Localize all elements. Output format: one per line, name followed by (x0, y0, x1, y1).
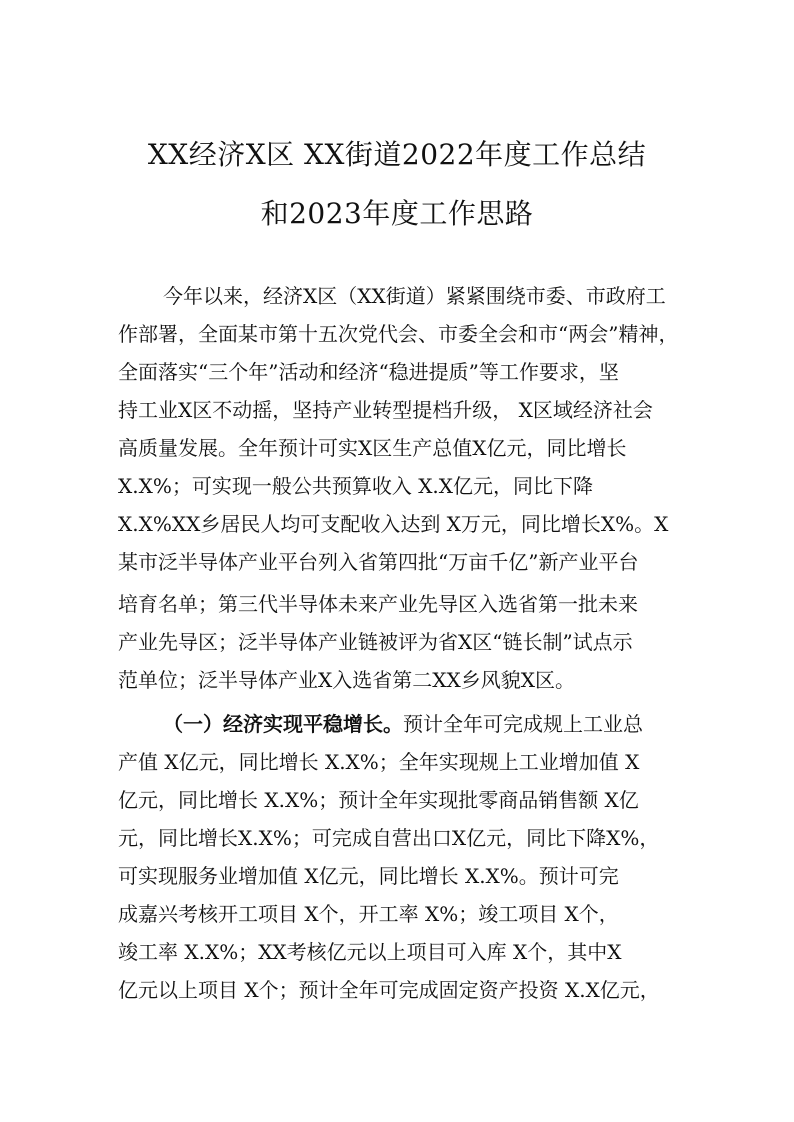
text-line: 亿元，同比增长 X.X%；预计全年实现批零商品销售额 X亿 (118, 788, 639, 812)
text-line: 竣工率 X.X%；XX考核亿元以上项目可入库 X个，其中X (118, 940, 622, 964)
text-line: 持工业X区不动摇，坚持产业转型提档升级， X区域经济社会 (118, 398, 653, 422)
text-line: 产业先导区；泛半导体产业链被评为省X区“链长制”试点示 (118, 630, 633, 654)
text-line: 作部署，全面某市第十五次党代会、市委全会和市“两会”精神， (118, 322, 679, 346)
text-line: 培育名单；第三代半导体未来产业先导区入选省第一批未来 (118, 592, 638, 616)
document-title-line-2: 和2023年度工作思路 (260, 197, 534, 230)
text-line: 成嘉兴考核开工项目 X个，开工率 X%；竣工项目 X个， (118, 902, 619, 926)
text-line: X.X%XX乡居民人均可支配收入达到 X万元，同比增长X%。X (118, 512, 669, 536)
text-line: 范单位；泛半导体产业X入选省第二XX乡风貌X区。 (118, 668, 575, 692)
text-line: 元，同比增长X.X%；可完成自营出口X亿元，同比下降X%， (118, 826, 660, 850)
text-line: 今年以来，经济X区（XX街道）紧紧围绕市委、市政府工 (163, 284, 666, 308)
text-line: 全面落实“三个年”活动和经济“稳进提质”等工作要求，坚 (118, 360, 619, 384)
section-1-first-line (163, 711, 643, 737)
text-line: X.X%；可实现一般公共预算收入 X.X亿元，同比下降 (118, 474, 594, 498)
document-title-line-1: XX经济X区 XX街道2022年度工作总结 (147, 138, 647, 171)
text-line: 可实现服务业增加值 X亿元，同比增长 X.X%。预计可完 (118, 864, 619, 888)
text-line: 亿元以上项目 X个；预计全年可完成固定资产投资 X.X亿元， (118, 978, 660, 1002)
text-line: 预计全年可完成规上工业总 (403, 712, 643, 736)
text-line: 某市泛半导体产业平台列入省第四批“万亩千亿”新产业平台 (118, 550, 639, 574)
text-line: 产值 X亿元，同比增长 X.X%；全年实现规上工业增加值 X (118, 750, 640, 774)
text-line: 高质量发展。全年预计可实X区生产总值X亿元，同比增长 (118, 436, 627, 460)
section-1-heading: （一）经济实现平稳增长。 (163, 712, 403, 736)
